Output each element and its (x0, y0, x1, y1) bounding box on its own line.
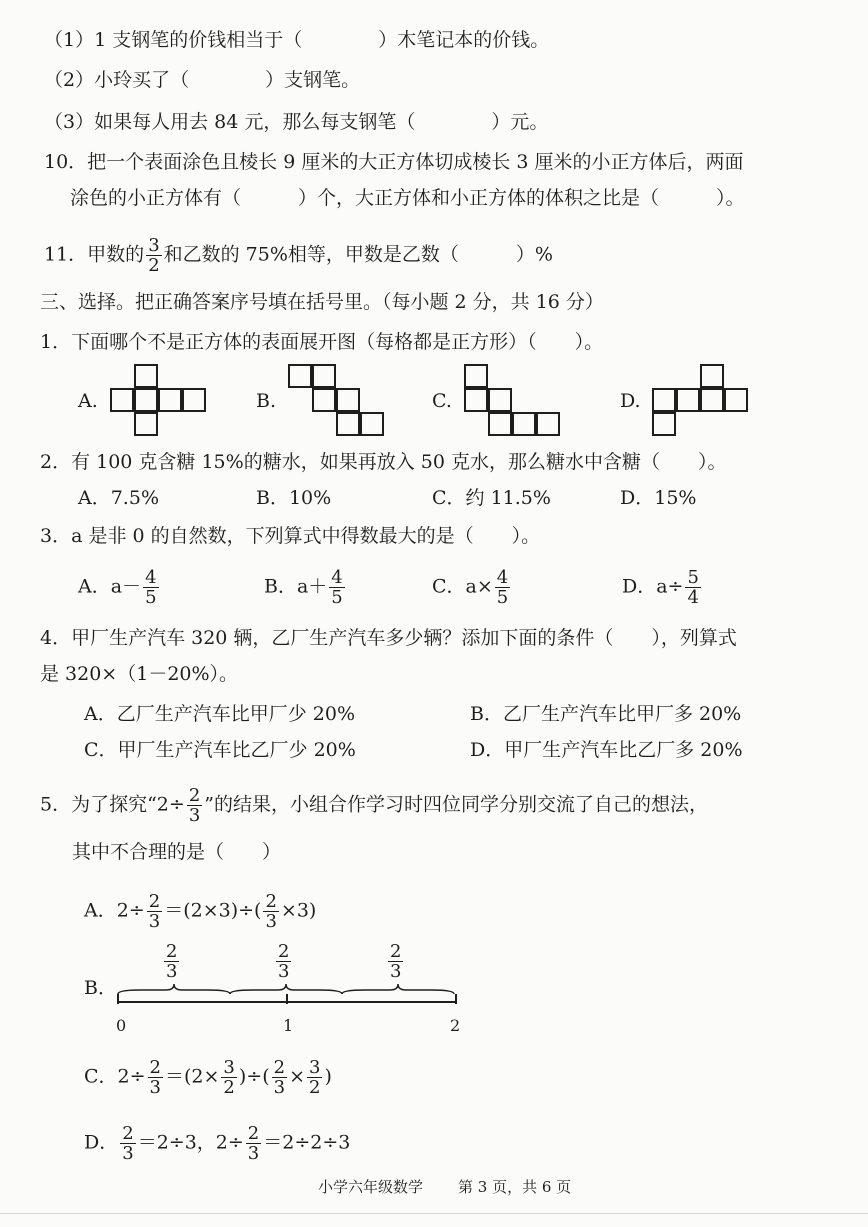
net-cell (336, 412, 360, 436)
option-label: A．2÷ (84, 899, 145, 922)
option-label: D． (84, 1131, 119, 1154)
q4-option-c: C．甲厂生产汽车比乙厂少 20% (84, 739, 356, 761)
fraction-denominator: 2 (223, 1077, 235, 1098)
footer-page-number: 第 3 页，共 6 页 (458, 1178, 572, 1196)
fraction-numerator: 4 (145, 567, 157, 588)
q5-option-c (84, 1058, 332, 1097)
fraction-denominator: 2 (148, 255, 160, 276)
q5-stem-suffix: ”的结果，小组合作学习时四位同学分别交流了自己的想法， (204, 793, 708, 816)
q11-fraction (146, 236, 161, 275)
fraction-denominator: 5 (496, 587, 509, 608)
q11 (44, 236, 553, 275)
q11-prefix: 11．甲数的 (44, 243, 145, 266)
net-cell (360, 412, 384, 436)
net-cell (312, 364, 336, 388)
fraction-numerator: 3 (223, 1057, 235, 1078)
fraction (307, 1058, 322, 1097)
section3-heading: 三、选择。把正确答案序号填在括号里。（每小题 2 分，共 16 分） (40, 291, 604, 313)
net-cell (336, 388, 360, 412)
q5-option-a (84, 892, 316, 931)
fraction-denominator: 3 (188, 805, 201, 826)
fraction-numerator: 2 (149, 1057, 161, 1078)
fraction-denominator: 2 (309, 1077, 321, 1098)
fraction-denominator: 5 (145, 587, 157, 608)
fraction (120, 1124, 135, 1163)
q2-stem: 2．有 100 克含糖 15%的糖水，如果再放入 50 克水，那么糖水中含糖（ ）。 (40, 451, 727, 473)
q5-stem-prefix: 5．为了探究“2÷ (40, 793, 185, 816)
q4-stem-line2: 是 320×（1－20%）。 (40, 663, 239, 685)
option-label: D．a÷ (622, 575, 684, 598)
fraction-numerator: 3 (148, 235, 160, 256)
net-cell (488, 388, 512, 412)
tick-label-0: 0 (116, 1016, 127, 1035)
q11-suffix: 和乙数的 75%相等，甲数是乙数（ ）% (163, 243, 553, 266)
fraction-denominator: 3 (148, 911, 161, 932)
option-label: A．a－ (78, 575, 142, 598)
q1-option-d-label: D. (620, 390, 641, 412)
tick-label-2: 2 (450, 1016, 461, 1035)
net-cell (110, 388, 134, 412)
number-line (110, 980, 470, 1016)
q3-option-c (432, 568, 512, 607)
net-cell (134, 364, 158, 388)
option-label: C．2÷ (84, 1065, 146, 1088)
net-cell (512, 412, 536, 436)
fraction (272, 1058, 287, 1097)
fraction (221, 1058, 236, 1097)
q4-option-a: A．乙厂生产汽车比甲厂少 20% (84, 703, 355, 725)
segment-fraction-3 (388, 942, 403, 981)
fraction-denominator: 4 (687, 587, 699, 608)
fraction-denominator: 3 (122, 1143, 134, 1164)
tick-label-1: 1 (283, 1016, 294, 1035)
brace-1 (118, 984, 230, 994)
fraction-denominator: 3 (247, 1143, 260, 1164)
expression-part: ×3) (280, 899, 317, 922)
net-cell (464, 364, 488, 388)
net-cell (700, 364, 724, 388)
q1-option-b-label: B. (256, 390, 277, 412)
fraction-numerator: 5 (687, 567, 699, 588)
fraction (329, 568, 344, 607)
fraction-numerator: 2 (278, 941, 290, 962)
brace-2 (230, 984, 342, 994)
segment-fraction-2 (276, 942, 291, 981)
expression-part: ＝(2× (165, 1065, 220, 1088)
q4-option-b: B．乙厂生产汽车比甲厂多 20% (470, 703, 742, 725)
q4-option-d: D．甲厂生产汽车比乙厂多 20% (470, 739, 743, 761)
q4-stem-line1: 4．甲厂生产汽车 320 辆，乙厂生产汽车多少辆？添加下面的条件（ ），列算式 (40, 627, 737, 649)
q1-stem: 1．下面哪个不是正方体的表面展开图（每格都是正方形）（ ）。 (40, 331, 604, 353)
q1-option-c-label: C. (432, 390, 452, 412)
option-label: B．a＋ (264, 575, 328, 598)
fraction-numerator: 2 (247, 1123, 260, 1144)
net-cell (700, 388, 724, 412)
fraction-denominator: 3 (265, 911, 277, 932)
fraction-numerator: 2 (390, 941, 402, 962)
fraction-denominator: 3 (273, 1077, 286, 1098)
fraction-numerator: 2 (122, 1123, 134, 1144)
net-cell (652, 388, 676, 412)
q3-option-a (78, 568, 161, 607)
q3-option-d (622, 568, 703, 607)
expression-part: ＝2÷2÷3 (263, 1131, 351, 1154)
fraction-numerator: 3 (309, 1057, 321, 1078)
fraction-numerator: 2 (273, 1057, 286, 1078)
q2-option-b: B．10% (256, 487, 332, 509)
q10-line1: 10．把一个表面涂色且棱长 9 厘米的大正方体切成棱长 3 厘米的小正方体后，两面 (44, 151, 744, 173)
q3-stem: 3．a 是非 0 的自然数，下列算式中得数最大的是（ ）。 (40, 525, 541, 547)
expression-part: )÷( (238, 1065, 270, 1088)
expression-part: ＝(2×3)÷( (164, 899, 262, 922)
net-cell (652, 412, 676, 436)
q9-part1: （1）1 支钢笔的价钱相当于（ ）木笔记本的价钱。 (44, 29, 550, 51)
fraction (495, 568, 510, 607)
q5-option-d (84, 1124, 350, 1163)
q3-option-b (264, 568, 347, 607)
bottom-rule (0, 1213, 868, 1214)
net-cell (464, 388, 488, 412)
expression-part: × (289, 1065, 305, 1088)
fraction-numerator: 2 (148, 891, 161, 912)
q2-option-c: C．约 11.5% (432, 487, 551, 509)
net-cell (536, 412, 560, 436)
q2-option-a: A．7.5% (78, 487, 159, 509)
option-label: C．a× (432, 575, 493, 598)
fraction-denominator: 3 (166, 961, 178, 982)
segment-fraction-1 (164, 942, 179, 981)
q1-option-a-label: A. (78, 390, 98, 412)
fraction-denominator: 3 (390, 961, 402, 982)
fraction-denominator: 5 (331, 587, 343, 608)
fraction-denominator: 3 (278, 961, 290, 982)
net-cell (182, 388, 206, 412)
q9-part3: （3）如果每人用去 84 元，那么每支钢笔（ ）元。 (44, 111, 549, 133)
q5-option-b-label: B． (84, 977, 117, 999)
fraction (263, 892, 278, 931)
fraction (143, 568, 158, 607)
net-cell (288, 364, 312, 388)
fraction-numerator: 4 (331, 567, 343, 588)
net-cell (676, 388, 700, 412)
net-cell (134, 412, 158, 436)
q5-stem-line1 (40, 786, 708, 825)
net-cell (488, 412, 512, 436)
fraction-denominator: 3 (149, 1077, 161, 1098)
net-cell (724, 388, 748, 412)
net-cell (134, 388, 158, 412)
brace-3 (342, 984, 454, 994)
expression-part: ＝2÷3，2÷ (137, 1131, 244, 1154)
fraction-numerator: 2 (265, 891, 277, 912)
fraction-numerator: 2 (166, 941, 178, 962)
net-cell (158, 388, 182, 412)
q5-stem-line2: 其中不合理的是（ ） (72, 841, 282, 863)
fraction-numerator: 2 (188, 785, 201, 806)
fraction (148, 1058, 163, 1097)
fraction (187, 786, 202, 825)
footer-subject: 小学六年级数学 (318, 1178, 424, 1196)
q10-line2: 涂色的小正方体有（ ）个，大正方体和小正方体的体积之比是（ ）。 (70, 187, 745, 209)
q2-option-d: D．15% (620, 487, 697, 509)
fraction-numerator: 4 (496, 567, 509, 588)
expression-part: ) (324, 1065, 332, 1088)
fraction (147, 892, 162, 931)
net-cell (312, 388, 336, 412)
fraction (685, 568, 700, 607)
q9-part2: （2）小玲买了（ ）支钢笔。 (44, 69, 361, 91)
fraction (246, 1124, 261, 1163)
